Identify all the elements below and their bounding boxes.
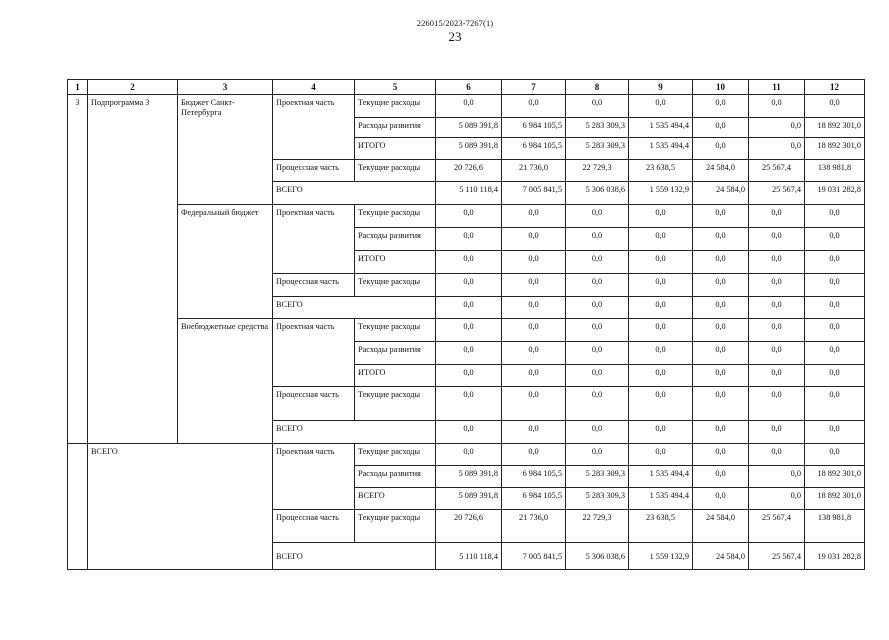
- value-cell: 0,0: [749, 228, 805, 251]
- funding-source-cell: Внебюджетные средства: [178, 319, 273, 444]
- value-cell: 25 567,4: [749, 510, 805, 543]
- value-cell: 0,0: [502, 319, 566, 342]
- value-cell: 5 283 309,3: [566, 466, 629, 488]
- total-label-cell: ВСЕГО: [273, 543, 436, 570]
- value-cell: 0,0: [436, 251, 502, 274]
- value-cell: 0,0: [502, 228, 566, 251]
- expense-type-cell: Текущие расходы: [355, 274, 436, 297]
- value-cell: 0,0: [502, 297, 566, 319]
- expense-type-cell: Текущие расходы: [355, 95, 436, 118]
- value-cell: 0,0: [693, 118, 749, 138]
- part-cell: Процессная часть: [273, 387, 355, 421]
- value-cell: 0,0: [693, 421, 749, 444]
- value-cell: 22 729,3: [566, 510, 629, 543]
- expense-type-cell: Расходы развития: [355, 118, 436, 138]
- value-cell: 24 584,0: [693, 182, 749, 205]
- table-row: [68, 319, 865, 342]
- value-cell: 18 892 301,0: [805, 138, 865, 160]
- value-cell: 0,0: [436, 274, 502, 297]
- grand-total-label-cell: ВСЕГО: [88, 444, 273, 570]
- total-label-cell: ВСЕГО: [273, 421, 436, 444]
- table-row: [68, 444, 865, 466]
- value-cell: 5 110 118,4: [436, 543, 502, 570]
- value-cell: 0,0: [566, 319, 629, 342]
- value-cell: 0,0: [693, 138, 749, 160]
- value-cell: 0,0: [629, 387, 693, 421]
- value-cell: 24 584,0: [693, 160, 749, 182]
- value-cell: 0,0: [749, 118, 805, 138]
- value-cell: 0,0: [805, 297, 865, 319]
- value-cell: 0,0: [502, 205, 566, 228]
- value-cell: 0,0: [693, 274, 749, 297]
- value-cell: 25 567,4: [749, 543, 805, 570]
- value-cell: 0,0: [566, 205, 629, 228]
- value-cell: 0,0: [805, 205, 865, 228]
- value-cell: 0,0: [436, 319, 502, 342]
- value-cell: 0,0: [436, 205, 502, 228]
- total-label-cell: ВСЕГО: [273, 297, 436, 319]
- value-cell: 0,0: [436, 365, 502, 387]
- value-cell: 0,0: [629, 444, 693, 466]
- value-cell: 0,0: [749, 95, 805, 118]
- value-cell: 0,0: [805, 444, 865, 466]
- part-cell: Проектная часть: [273, 444, 355, 510]
- value-cell: 19 031 282,8: [805, 543, 865, 570]
- value-cell: 138 981,8: [805, 510, 865, 543]
- value-cell: 6 984 105,5: [502, 466, 566, 488]
- value-cell: 0,0: [629, 342, 693, 365]
- part-cell: Проектная часть: [273, 95, 355, 160]
- value-cell: 0,0: [502, 387, 566, 421]
- expense-type-cell: Расходы развития: [355, 466, 436, 488]
- value-cell: 0,0: [566, 421, 629, 444]
- value-cell: 0,0: [805, 251, 865, 274]
- part-cell: Процессная часть: [273, 510, 355, 543]
- value-cell: 0,0: [629, 421, 693, 444]
- value-cell: 0,0: [749, 488, 805, 510]
- value-cell: 0,0: [629, 228, 693, 251]
- value-cell: 0,0: [805, 365, 865, 387]
- value-cell: 24 584,0: [693, 543, 749, 570]
- header-cell: 3: [178, 80, 273, 95]
- expense-type-cell: Текущие расходы: [355, 510, 436, 543]
- row-number-cell: 3: [68, 95, 88, 444]
- value-cell: 0,0: [629, 365, 693, 387]
- value-cell: 5 110 118,4: [436, 182, 502, 205]
- total-label-cell: ВСЕГО: [273, 182, 436, 205]
- document-id: 226015/2023-7267(1): [416, 18, 494, 28]
- value-cell: 0,0: [749, 251, 805, 274]
- value-cell: 23 638,5: [629, 160, 693, 182]
- value-cell: 0,0: [436, 387, 502, 421]
- value-cell: 0,0: [693, 444, 749, 466]
- value-cell: 0,0: [749, 387, 805, 421]
- value-cell: 5 306 038,6: [566, 543, 629, 570]
- value-cell: 5 089 391,8: [436, 488, 502, 510]
- page-number: 23: [448, 29, 462, 44]
- value-cell: 0,0: [693, 466, 749, 488]
- value-cell: 0,0: [502, 274, 566, 297]
- value-cell: 21 736,0: [502, 510, 566, 543]
- header-cell: 8: [566, 80, 629, 95]
- value-cell: 5 306 038,6: [566, 182, 629, 205]
- value-cell: 0,0: [502, 421, 566, 444]
- value-cell: 0,0: [566, 342, 629, 365]
- value-cell: 0,0: [805, 228, 865, 251]
- value-cell: 23 638,5: [629, 510, 693, 543]
- part-cell: Проектная часть: [273, 319, 355, 387]
- header-cell: 2: [88, 80, 178, 95]
- value-cell: 0,0: [436, 95, 502, 118]
- expense-type-cell: Расходы развития: [355, 228, 436, 251]
- value-cell: 0,0: [749, 421, 805, 444]
- expense-type-cell: ИТОГО: [355, 365, 436, 387]
- value-cell: 0,0: [749, 274, 805, 297]
- value-cell: 138 981,8: [805, 160, 865, 182]
- value-cell: 0,0: [566, 444, 629, 466]
- value-cell: 0,0: [436, 342, 502, 365]
- expense-type-cell: Текущие расходы: [355, 319, 436, 342]
- header-cell: 5: [355, 80, 436, 95]
- table-header-row: [68, 80, 865, 95]
- part-cell: Процессная часть: [273, 274, 355, 297]
- expense-type-cell: ИТОГО: [355, 138, 436, 160]
- value-cell: 0,0: [502, 444, 566, 466]
- value-cell: 1 535 494,4: [629, 466, 693, 488]
- value-cell: 0,0: [749, 138, 805, 160]
- value-cell: 0,0: [693, 95, 749, 118]
- value-cell: 5 089 391,8: [436, 118, 502, 138]
- value-cell: 0,0: [693, 387, 749, 421]
- header-cell: 10: [693, 80, 749, 95]
- value-cell: 0,0: [566, 365, 629, 387]
- value-cell: 5 089 391,8: [436, 466, 502, 488]
- part-cell: Процессная часть: [273, 160, 355, 182]
- value-cell: 22 729,3: [566, 160, 629, 182]
- expense-type-cell: Текущие расходы: [355, 205, 436, 228]
- value-cell: 0,0: [502, 342, 566, 365]
- value-cell: 7 005 841,5: [502, 182, 566, 205]
- value-cell: 0,0: [805, 95, 865, 118]
- value-cell: 0,0: [805, 319, 865, 342]
- value-cell: 20 726,6: [436, 160, 502, 182]
- value-cell: 7 005 841,5: [502, 543, 566, 570]
- table-row: [68, 95, 865, 118]
- subprogram-cell: Подпрограмма 3: [88, 95, 178, 444]
- value-cell: 0,0: [693, 297, 749, 319]
- value-cell: 0,0: [693, 251, 749, 274]
- value-cell: 0,0: [805, 274, 865, 297]
- value-cell: 0,0: [749, 297, 805, 319]
- value-cell: 0,0: [629, 274, 693, 297]
- header-cell: 1: [68, 80, 88, 95]
- value-cell: 0,0: [749, 342, 805, 365]
- value-cell: 25 567,4: [749, 182, 805, 205]
- value-cell: 21 736,0: [502, 160, 566, 182]
- value-cell: 0,0: [749, 466, 805, 488]
- value-cell: 0,0: [805, 342, 865, 365]
- value-cell: 18 892 301,0: [805, 488, 865, 510]
- value-cell: 6 984 105,5: [502, 488, 566, 510]
- value-cell: 1 559 132,9: [629, 543, 693, 570]
- value-cell: 5 089 391,8: [436, 138, 502, 160]
- value-cell: 0,0: [693, 319, 749, 342]
- value-cell: 0,0: [805, 421, 865, 444]
- value-cell: 0,0: [566, 228, 629, 251]
- header-cell: 12: [805, 80, 865, 95]
- value-cell: 0,0: [436, 297, 502, 319]
- header-cell: 6: [436, 80, 502, 95]
- table-row: [68, 205, 865, 228]
- value-cell: 25 567,4: [749, 160, 805, 182]
- value-cell: 5 283 309,3: [566, 138, 629, 160]
- value-cell: 0,0: [436, 421, 502, 444]
- value-cell: 0,0: [629, 251, 693, 274]
- value-cell: 5 283 309,3: [566, 488, 629, 510]
- header-cell: 9: [629, 80, 693, 95]
- expense-type-cell: Расходы развития: [355, 342, 436, 365]
- header-cell: 7: [502, 80, 566, 95]
- part-cell: Проектная часть: [273, 205, 355, 274]
- value-cell: 18 892 301,0: [805, 118, 865, 138]
- value-cell: 19 031 282,8: [805, 182, 865, 205]
- value-cell: 1 535 494,4: [629, 488, 693, 510]
- expense-type-cell: ВСЕГО: [355, 488, 436, 510]
- value-cell: 0,0: [749, 205, 805, 228]
- value-cell: 0,0: [566, 251, 629, 274]
- value-cell: 1 535 494,4: [629, 118, 693, 138]
- header-cell: 4: [273, 80, 355, 95]
- value-cell: 1 559 132,9: [629, 182, 693, 205]
- value-cell: 24 584,0: [693, 510, 749, 543]
- value-cell: 0,0: [566, 297, 629, 319]
- value-cell: 1 535 494,4: [629, 138, 693, 160]
- value-cell: 0,0: [629, 297, 693, 319]
- value-cell: 0,0: [693, 228, 749, 251]
- value-cell: 0,0: [502, 365, 566, 387]
- budget-table: [67, 79, 865, 570]
- value-cell: 0,0: [693, 488, 749, 510]
- value-cell: 0,0: [693, 365, 749, 387]
- funding-source-cell: Федеральный бюджет: [178, 205, 273, 319]
- value-cell: 6 984 105,5: [502, 118, 566, 138]
- value-cell: 0,0: [566, 95, 629, 118]
- value-cell: 0,0: [436, 444, 502, 466]
- value-cell: 20 726,6: [436, 510, 502, 543]
- header-cell: 11: [749, 80, 805, 95]
- expense-type-cell: Текущие расходы: [355, 444, 436, 466]
- expense-type-cell: Текущие расходы: [355, 387, 436, 421]
- value-cell: 0,0: [629, 319, 693, 342]
- value-cell: 5 283 309,3: [566, 118, 629, 138]
- value-cell: 0,0: [502, 95, 566, 118]
- value-cell: 0,0: [693, 342, 749, 365]
- value-cell: 0,0: [566, 387, 629, 421]
- expense-type-cell: Текущие расходы: [355, 160, 436, 182]
- value-cell: 0,0: [749, 319, 805, 342]
- value-cell: 0,0: [566, 274, 629, 297]
- value-cell: 0,0: [805, 387, 865, 421]
- value-cell: 18 892 301,0: [805, 466, 865, 488]
- value-cell: 0,0: [749, 365, 805, 387]
- value-cell: 0,0: [693, 205, 749, 228]
- value-cell: 0,0: [436, 228, 502, 251]
- value-cell: 0,0: [749, 444, 805, 466]
- value-cell: 0,0: [502, 251, 566, 274]
- value-cell: 0,0: [629, 205, 693, 228]
- expense-type-cell: ИТОГО: [355, 251, 436, 274]
- value-cell: 6 984 105,5: [502, 138, 566, 160]
- funding-source-cell: Бюджет Санкт-Петербурга: [178, 95, 273, 205]
- value-cell: 0,0: [629, 95, 693, 118]
